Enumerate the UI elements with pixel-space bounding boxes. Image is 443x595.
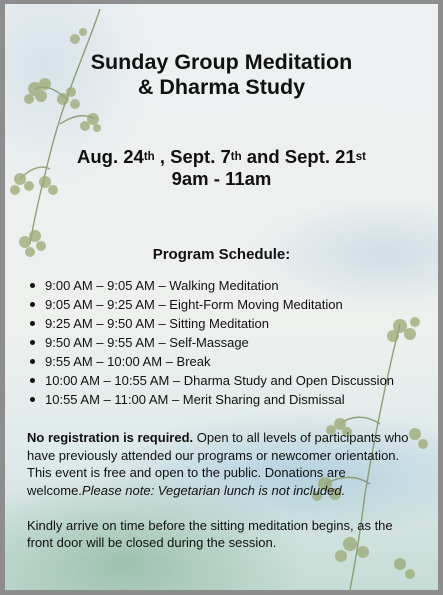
bullet-icon [30,378,35,383]
schedule-list [27,276,394,409]
date-1-suffix: th [143,151,155,163]
schedule-item-text: 9:05 AM – 9:25 AM – Eight-Form Moving Meditation [45,297,343,312]
date-1: Aug. 24 [77,146,144,167]
schedule-item [27,276,394,295]
event-time: 9am - 11am [171,168,272,189]
date-2-suffix: th [230,151,242,163]
date-2: , Sept. 7 [154,146,231,167]
title-line-1: Sunday Group Meditation [90,50,353,74]
schedule-item [27,390,394,409]
bullet-icon [30,397,35,402]
schedule-item-text: 9:25 AM – 9:50 AM – Sitting Meditation [45,316,270,331]
schedule-item [27,352,394,371]
schedule-item [27,295,394,314]
schedule-item-text: 9:00 AM – 9:05 AM – Walking Meditation [45,278,279,293]
event-title [5,50,438,100]
schedule-heading: Program Schedule: [152,246,291,263]
bullet-icon [30,359,35,364]
schedule-item [27,333,394,352]
event-flyer [5,4,438,590]
bullet-icon [30,283,35,288]
schedule-item-text: 9:55 AM – 10:00 AM – Break [45,354,211,369]
date-3-suffix: st [355,151,366,163]
schedule-item-text: 9:50 AM – 9:55 AM – Self-Massage [45,335,249,350]
title-line-2: & Dharma Study [137,75,306,99]
registration-text: Open to all levels of participants who have previously attended our programs or newcomer orientation. This event is free and open to the public. Donations are welcome. [27,430,409,498]
registration-bold: No registration is required. [27,430,194,445]
date-3: and Sept. 21 [241,146,356,167]
lunch-note: Please note: Vegetarian lunch is not included. [81,482,346,498]
schedule-item [27,314,394,333]
bullet-icon [30,321,35,326]
bullet-icon [30,340,35,345]
schedule-item [27,371,394,390]
bullet-icon [30,302,35,307]
event-notes [27,429,422,552]
dates-line [5,146,438,168]
registration-note [27,429,422,499]
schedule-item-text: 10:00 AM – 10:55 AM – Dharma Study and Open Discussion [45,373,395,388]
event-dates [5,146,438,190]
arrival-note: Kindly arrive on time before the sitting meditation begins, as the front door will be closed during the session. [27,517,393,550]
schedule-item-text: 10:55 AM – 11:00 AM – Merit Sharing and Dismissal [45,392,345,407]
